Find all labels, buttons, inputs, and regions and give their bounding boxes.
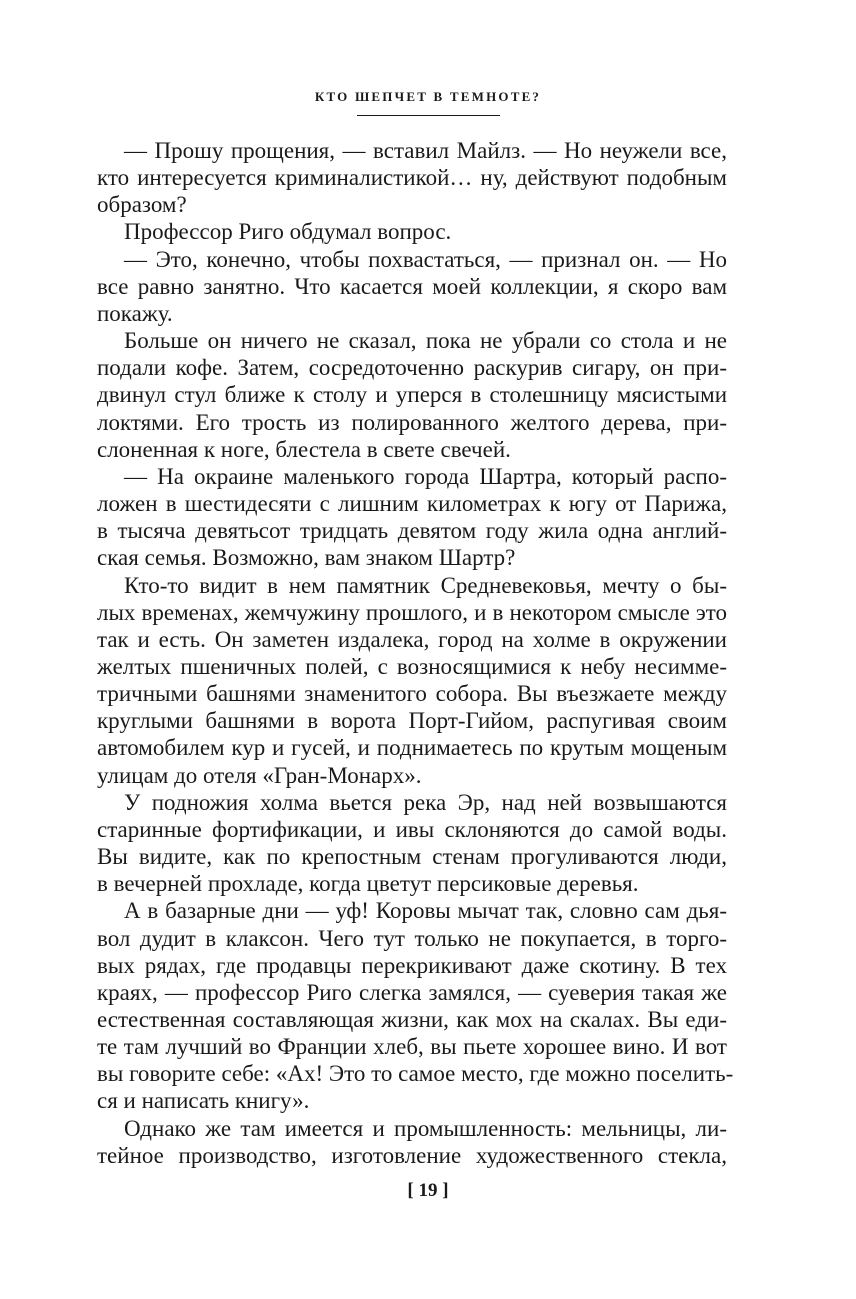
text-line: — Это, конечно, чтобы похвастаться, — признал он. — Но	[124, 246, 727, 272]
text-line: кто интересуется криминалистикой… ну, действуют подобным	[97, 165, 727, 191]
text-line: слоненная к ноге, блестела в свете свечей.	[97, 436, 511, 462]
text-line: старинные фортификации, и ивы склоняются до самой воды.	[97, 816, 727, 842]
running-head-title: КТО ШЕПЧЕТ В ТЕМНОТЕ?	[314, 89, 542, 104]
text-line: Больше он ничего не сказал, пока не убрали со стола и не	[124, 328, 727, 354]
text-line: в вечерней прохладе, когда цветут персиковые деревья.	[97, 871, 639, 897]
text-line: те там лучший во Франции хлеб, вы пьете хорошее вино. И вот	[97, 1034, 727, 1060]
text-line: все равно занятно. Что касается моей коллекции, я скоро вам	[97, 273, 727, 299]
text-line: Однако же там имеется и промышленность: мельницы, ли-	[124, 1115, 727, 1141]
text-line: ся и написать книгу».	[97, 1088, 310, 1114]
text-line: лых временах, жемчужину прошлого, и в некотором смысле это	[97, 599, 727, 625]
text-line: в тысяча девятьсот тридцать девятом году жила одна англий-	[97, 518, 727, 544]
text-line: ложен в шестидесяти с лишним километрах к югу от Парижа,	[97, 491, 727, 517]
text-line: Вы видите, как по крепостным стенам прогуливаются люди,	[97, 844, 727, 870]
running-head-rule	[357, 115, 500, 116]
text-line: естественная составляющая жизни, как мох на скалах. Вы еди-	[97, 1007, 727, 1032]
text-line: А в базарные дни — уф! Коровы мычат так, словно сам дья-	[124, 898, 727, 924]
text-line: Кто-то видит в нем памятник Средневековья, мечту о бы-	[124, 572, 727, 598]
text-line: вы говорите себе: «Ах! Это то самое место, где можно поселить-	[97, 1061, 734, 1087]
text-line: образом?	[97, 192, 187, 218]
text-line: подали кофе. Затем, сосредоточенно раскурив сигару, он при-	[97, 355, 727, 381]
text-line: — На окраине маленького города Шартра, который распо-	[124, 463, 727, 489]
text-line: краях, — профессор Риго слегка замялся, — суеверия такая же	[97, 979, 727, 1005]
text-line: тейное производство, изготовление художественного стекла,	[97, 1142, 727, 1168]
text-line: ская семья. Возможно, вам знаком Шартр?	[97, 545, 516, 571]
text-line: Профессор Риго обдумал вопрос.	[124, 219, 452, 245]
text-line: автомобилем кур и гусей, и поднимаетесь по крутым мощеным	[97, 735, 727, 761]
page-number: [ 19 ]	[407, 1180, 449, 1201]
text-line: У подножия холма вьется река Эр, над ней возвышаются	[124, 789, 727, 815]
text-line: — Прошу прощения, — вставил Майлз. — Но неужели все,	[124, 138, 727, 163]
text-line: круглыми башнями в ворота Порт-Гийом, распугивая своим	[97, 708, 727, 734]
text-line: желтых пшеничных полей, с возносящимися к небу несимме-	[97, 653, 727, 679]
body-text	[97, 137, 734, 1169]
text-line: двинул стул ближе к столу и уперся в столешницу мясистыми	[97, 382, 727, 408]
text-line: вол дудит в клаксон. Чего тут только не покупается, в торго-	[97, 925, 727, 951]
text-line: локтями. Его трость из полированного желтого дерева, при-	[97, 409, 727, 435]
text-line: улицам до отеля «Гран-Монарх».	[97, 762, 422, 788]
text-line: так и есть. Он заметен издалека, город на холме в окружении	[97, 626, 727, 652]
text-line: покажу.	[97, 300, 173, 326]
text-line: вых рядах, где продавцы перекрикивают даже скотину. В тех	[97, 952, 727, 978]
text-line: тричными башнями знаменитого собора. Вы въезжаете между	[97, 681, 727, 707]
